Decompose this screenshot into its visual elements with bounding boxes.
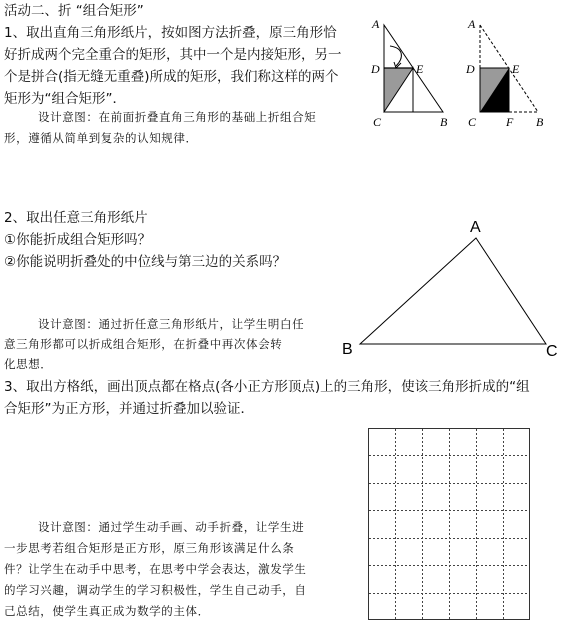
section3-design-intent: 件？让学生在动手中思考，在思考中学会表达，激发学生 — [4, 562, 307, 576]
section2-design-intent: 意三角形都可以折成组合矩形，在折叠中再次体会转 — [4, 337, 283, 351]
section2-question-2: ②你能说明折叠处的中位线与第三边的关系吗？ — [4, 254, 287, 270]
section1-design-intent: 形，遵循从简单到复杂的认知规律． — [4, 131, 198, 145]
grid-paper — [368, 428, 530, 620]
section2-design-intent: 化思想． — [4, 357, 53, 371]
fig1-label-c: C — [373, 115, 382, 129]
triangle-label-a: A — [470, 219, 481, 236]
section3-design-intent: 的学习兴趣，调动学生的学习积极性，学生自己动手，自 — [4, 583, 307, 597]
activity-title: 活动二、折 “组合矩形” — [4, 3, 144, 19]
section3-line: 合矩形”为正方形，并通过折叠加以验证． — [4, 401, 254, 417]
fig2-label-a: A — [468, 17, 476, 31]
figure-2-composed-rectangle — [456, 10, 566, 130]
fig1-label-a: A — [372, 17, 380, 31]
section3-design-intent: 设计意图：通过学生动手画、动手折叠，让学生进 — [38, 520, 305, 534]
fig2-label-e: E — [512, 62, 520, 76]
section2-question-1: ①你能折成组合矩形吗？ — [4, 232, 152, 248]
figure-arbitrary-triangle — [330, 210, 580, 370]
section3-line: 3、取出方格纸，画出顶点都在格点(各小正方形顶点)上的三角形，使该三角形折成的“组 — [4, 379, 530, 395]
triangle-label-b: B — [342, 341, 353, 358]
fig2-label-d: D — [466, 62, 475, 76]
figure-1-right-triangle-fold — [360, 10, 460, 130]
fig1-label-d: D — [371, 62, 380, 76]
fig1-label-b: B — [440, 115, 448, 129]
fig2-label-b: B — [536, 115, 544, 129]
section3-design-intent: 一步思考若组合矩形是正方形，原三角形该满足什么条 — [4, 541, 295, 555]
section1-design-intent: 设计意图：在前面折叠直角三角形的基础上折组合矩 — [38, 110, 317, 124]
section2-title: 2、取出任意三角形纸片 — [4, 210, 148, 226]
fig2-label-c: C — [468, 115, 477, 129]
triangle-label-c: C — [546, 343, 558, 360]
section1-line: 矩形为“组合矩形”． — [4, 91, 126, 107]
section2-design-intent: 设计意图：通过折任意三角形纸片，让学生明白任 — [38, 317, 305, 331]
section3-design-intent: 己总结，使学生真正成为数学的主体． — [4, 604, 210, 618]
fig1-label-e: E — [416, 62, 424, 76]
section1-line: 好折成两个完全重合的矩形，其中一个是内接矩形，另一 — [4, 47, 342, 63]
fig2-label-f: F — [506, 115, 514, 129]
section1-line: 个是拼合(指无缝无重叠)所成的矩形，我们称这样的两个 — [4, 69, 339, 85]
section1-line: 1、取出直角三角形纸片，按如图方法折叠，原三角形恰 — [4, 25, 337, 41]
